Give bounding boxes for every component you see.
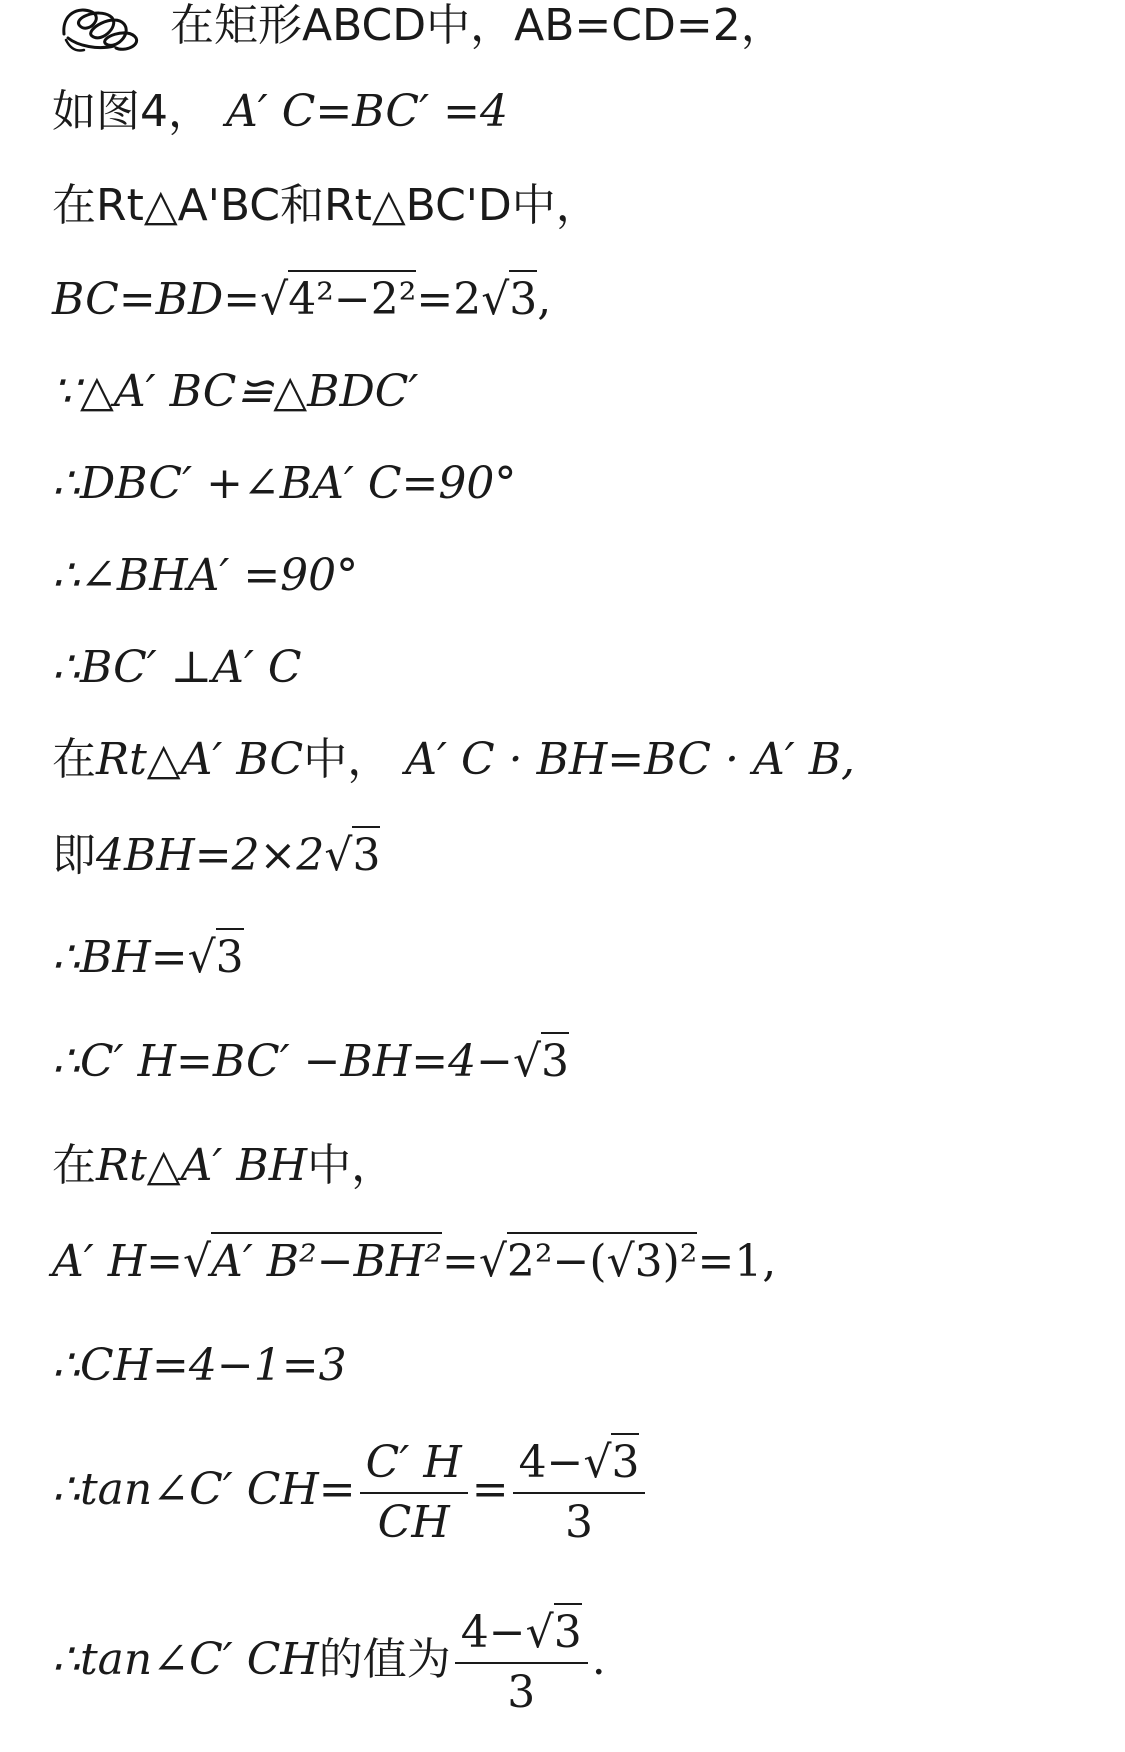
sqrt-symbol: √ xyxy=(183,1236,212,1287)
fraction-numerator xyxy=(513,1434,646,1494)
fraction-numerator: C′ H xyxy=(360,1434,468,1494)
line-text-cn-b: 中， xyxy=(307,1140,396,1191)
sqrt-radicand-b: )² xyxy=(662,1236,698,1287)
solution-line-2 xyxy=(52,82,508,142)
solution-line-3 xyxy=(52,176,600,236)
line-math: ∴tan∠C′ CH xyxy=(52,1634,319,1685)
solution-line-9 xyxy=(52,730,855,790)
sqrt-radicand-a: 2²−( xyxy=(506,1236,607,1287)
solution-line-15 xyxy=(52,1336,347,1396)
line-text-cn: 如图4， xyxy=(52,86,212,137)
sqrt-symbol: √ xyxy=(583,1436,612,1488)
sqrt-symbol: √ xyxy=(187,932,216,983)
sqrt-radicand: 3 xyxy=(509,270,537,325)
numerator-text: 4− xyxy=(460,1606,526,1658)
fraction xyxy=(513,1434,646,1552)
numerator-text: 4− xyxy=(518,1436,584,1488)
fraction-denominator: CH xyxy=(377,1496,450,1548)
solution-line-5 xyxy=(52,362,418,422)
line-math-a: BC=BD= xyxy=(52,274,261,325)
fraction-denominator: 3 xyxy=(565,1496,594,1548)
line-math: Rt△A′ BH xyxy=(96,1140,308,1191)
fraction-numerator xyxy=(455,1604,588,1664)
line-text: 在矩形ABCD中，AB=CD=2， xyxy=(170,0,785,51)
sqrt-symbol: √ xyxy=(478,1236,507,1287)
solution-line-14 xyxy=(52,1232,776,1292)
sqrt-radicand: 3 xyxy=(541,1032,569,1087)
sqrt-radicand: 3 xyxy=(216,928,244,983)
solution-line-8 xyxy=(52,638,302,698)
handwritten-scribble xyxy=(58,4,142,54)
line-text: 在Rt△A'BC和Rt△BC'D中， xyxy=(52,180,600,231)
line-math-b: = xyxy=(441,1236,479,1287)
line-math-b: =2 xyxy=(416,274,482,325)
solution-line-13 xyxy=(52,1136,395,1196)
sqrt-symbol: √ xyxy=(525,1606,554,1658)
line-math-b: A′ C · BH=BC · A′ B, xyxy=(405,734,856,785)
solution-line-16 xyxy=(52,1430,649,1552)
solution-line-10 xyxy=(52,826,380,886)
line-tail: , xyxy=(537,274,552,325)
solution-line-1 xyxy=(170,0,785,56)
sqrt-symbol: √ xyxy=(260,274,289,325)
solution-line-7 xyxy=(52,546,358,606)
fraction xyxy=(360,1434,468,1552)
line-text-cn: 即 xyxy=(52,830,96,881)
line-math-c: =1, xyxy=(697,1236,777,1287)
sqrt-symbol: √ xyxy=(481,274,510,325)
line-math: ∴tan∠C′ CH= xyxy=(52,1464,356,1515)
line-math-a: A′ H= xyxy=(52,1236,183,1287)
line-math: ∴CH=4−1=3 xyxy=(52,1340,347,1391)
line-text-cn-b: 中， xyxy=(303,734,392,785)
line-text-cn: 在 xyxy=(52,734,96,785)
sqrt-radicand-inner: 3 xyxy=(635,1232,663,1287)
solution-line-17 xyxy=(52,1600,606,1722)
sqrt-radicand: 3 xyxy=(611,1433,639,1488)
sqrt-radicand: 3 xyxy=(352,826,380,881)
line-math: ∴∠BHA′ =90° xyxy=(52,550,359,601)
sqrt-symbol: √ xyxy=(324,830,353,881)
solution-line-11 xyxy=(52,928,244,988)
line-math: 4BH=2×2 xyxy=(96,830,325,881)
line-math: ∵△A′ BC≌△BDC′ xyxy=(52,366,419,417)
sqrt-symbol: √ xyxy=(606,1236,635,1287)
sqrt-radicand: 4²−2² xyxy=(288,270,416,325)
equals-sign: = xyxy=(471,1464,509,1515)
line-math: ∴BH= xyxy=(52,932,188,983)
line-math: A′ C=BC′ =4 xyxy=(226,86,508,137)
solution-line-12 xyxy=(52,1032,569,1092)
line-math-a: Rt△A′ BC xyxy=(96,734,304,785)
line-math: ∴DBC′ +∠BA′ C=90° xyxy=(52,458,517,509)
sqrt-radicand: 3 xyxy=(554,1603,582,1658)
sqrt-symbol: √ xyxy=(512,1036,542,1087)
line-text-cn: 在 xyxy=(52,1140,96,1191)
fraction xyxy=(455,1604,588,1722)
line-math: ∴C′ H=BC′ −BH=4− xyxy=(52,1036,513,1087)
line-text-cn: 的值为 xyxy=(318,1634,451,1685)
fraction-denominator: 3 xyxy=(507,1666,536,1718)
line-tail: . xyxy=(591,1634,606,1685)
solution-line-4 xyxy=(52,270,551,330)
sqrt-radicand: A′ B²−BH² xyxy=(211,1232,442,1287)
line-math: ∴BC′ ⊥A′ C xyxy=(52,642,302,693)
solution-line-6 xyxy=(52,454,516,514)
